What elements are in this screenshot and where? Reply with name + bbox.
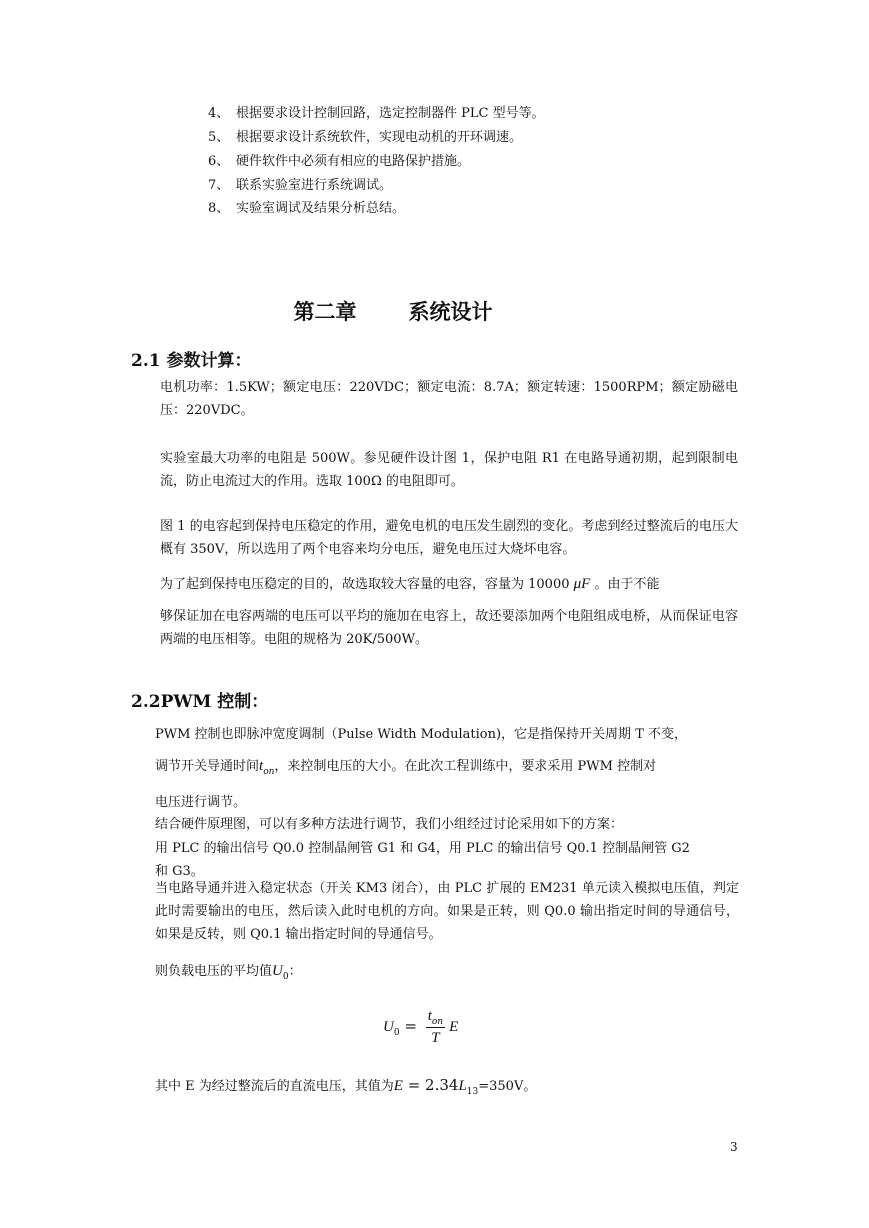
paragraph-scheme-g3: 和 G3。 <box>155 864 204 879</box>
paragraph-operation: 当电路导通并进入稳定状态（开关 KM3 闭合），由 PLC 扩展的 EM231 单元读入模拟电压值，判定此时需要输出的电压，然后读入此时电机的方向。如果是正转，则 Q0.0 输出指定时间的导通信号，如果是反转，则 Q0.1 输出指定时间的导通信号。 <box>155 881 739 942</box>
paragraph-resistor: 实验室最大功率的电阻是 500W。参见硬件设计图 1，保护电阻 R1 在电路导通初期，起到限制电流，防止电流过大的作用。选取 100Ω 的电阻即可。 <box>160 451 738 489</box>
section-heading-2-2: 2.2PWM 控制： <box>131 692 269 712</box>
section-heading-2-1: 2.1 参数计算： <box>131 351 252 371</box>
formula-fraction: $\frac{t_{on}}{T}$ <box>427 1008 444 1046</box>
paragraph-capacitor: 图 1 的电容起到保持电压稳定的作用，避免电机的电压发生剧烈的变化。考虑到经过整流后的电压大概有 350V，所以选用了两个电容来均分电压，避免电压过大烧坏电容。 <box>160 519 738 557</box>
list-item: 6、 硬件软件中必须有相应的电路保护措施。 <box>208 154 471 169</box>
paragraph-average-voltage: 则负载电压的平均值$U_0$： <box>155 963 302 982</box>
paragraph-capacitor-value: 为了起到保持电压稳定的目的，故选取较大容量的电容，容量为 10000 μF 。由于不能 <box>160 576 660 592</box>
paragraph-scheme-intro: 结合硬件原理图，可以有多种方法进行调节，我们小组经过讨论采用如下的方案： <box>155 817 624 832</box>
paragraph-pwm-def: PWM 控制也即脉冲宽度调制（Pulse Width Modulation)，它是指保持开关周期 T 不变， <box>155 727 687 742</box>
paragraph-dc-voltage: 其中 E 为经过整流后的直流电压，其值为$E = 2.34L_{13}=350V$。 <box>155 1076 537 1097</box>
paragraph-scheme-q00: 用 PLC 的输出信号 Q0.0 控制晶闸管 G1 和 G4，用 PLC 的输出信号 Q0.1 控制晶闸管 G2 <box>155 841 690 856</box>
formula-average-voltage: $U_0$ = $\frac{t_{on}}{T}$ E <box>383 1008 459 1046</box>
paragraph-pwm-voltage: 电压进行调节。 <box>155 795 247 810</box>
chapter-heading <box>0 296 786 326</box>
page-number: 3 <box>730 1140 738 1154</box>
list-item: 8、 实验室调试及结果分析总结。 <box>208 201 406 216</box>
chapter-title: 系统设计 <box>408 299 493 324</box>
list-item: 4、 根据要求设计控制回路，选定控制器件 PLC 型号等。 <box>208 106 545 121</box>
chapter-label: 第二章 <box>293 299 357 324</box>
list-item: 5、 根据要求设计系统软件，实现电动机的开环调速。 <box>208 130 523 145</box>
paragraph-motor-params: 电机功率：1.5KW；额定电压：220VDC；额定电流：8.7A；额定转速：1500RPM；额定励磁电压：220VDC。 <box>160 380 738 418</box>
paragraph-bridge: 够保证加在电容两端的电压可以平均的施加在电容上，故还要添加两个电阻组成电桥，从而保证电容两端的电压相等。电阻的规格为 20K/500W。 <box>160 609 738 647</box>
paragraph-pwm-ton: 调节开关导通时间$t_{on}$，来控制电压的大小。在此次工程训练中，要求采用 PWM 控制对 <box>155 758 657 777</box>
list-item: 7、 联系实验室进行系统调试。 <box>208 178 393 193</box>
